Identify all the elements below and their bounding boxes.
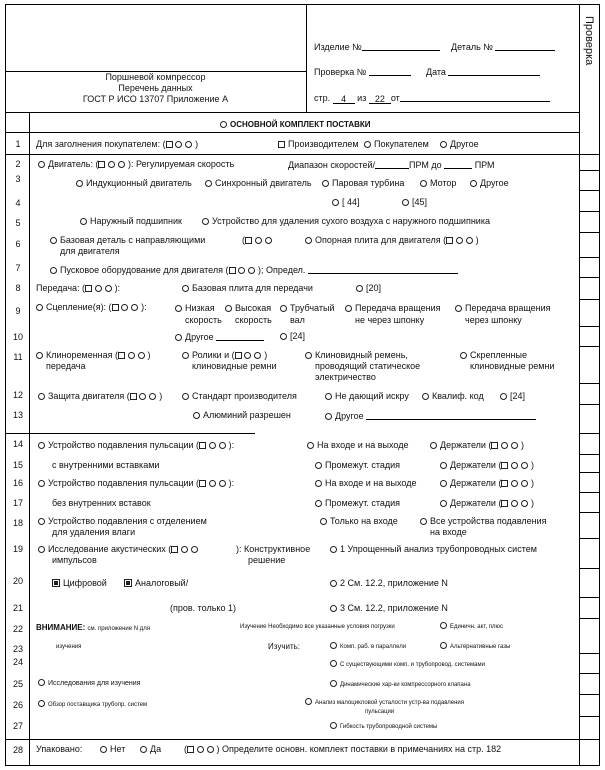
starter-equipment-field[interactable]: Пусковое оборудование для двигателя ( ); Определ.	[50, 264, 458, 275]
option-buyer[interactable]: Покупателем	[364, 139, 429, 149]
option-other-coupling[interactable]: Другое	[175, 331, 264, 342]
option-motor[interactable]: Мотор	[420, 178, 456, 188]
option-vendor-piping-review[interactable]: Обзор поставщика трубопр. систем	[38, 700, 147, 708]
option-outer-bearing[interactable]: Наружный подшипник	[80, 216, 182, 226]
detail-number-field[interactable]: Деталь №	[451, 41, 555, 52]
option-aluminium-allowed[interactable]: Алюминий разрешен	[193, 410, 291, 420]
option-all-devices-inlet[interactable]: Все устройства подавления на входе	[420, 516, 547, 538]
row-number: 28	[12, 745, 23, 755]
revision-column-label: Проверка	[583, 16, 595, 66]
check-only-one-note: (пров. только 1)	[170, 603, 236, 613]
row-number: 27	[12, 721, 23, 731]
option-analog[interactable]: Аналоговый/	[124, 578, 188, 588]
row-number: 26	[12, 700, 23, 710]
attention-note: ВНИМАНИЕ: см. приложение N для	[36, 623, 151, 632]
option-v-belt[interactable]: Клиноременная ( ) передача	[36, 350, 151, 372]
option-standard-manufacturer[interactable]: Стандарт производителя	[182, 391, 297, 401]
ref-45[interactable]: [45]	[402, 197, 427, 207]
guard-field[interactable]: Защита двигателя ( )	[38, 391, 162, 401]
option-pulleys[interactable]: Ролики и ( ) клиновидные ремни	[182, 350, 277, 372]
row-number: 25	[12, 679, 23, 689]
row-number: 9	[15, 306, 21, 316]
holders-selector[interactable]: Держатели ( )	[430, 440, 524, 450]
option-synchronous-motor[interactable]: Синхронный двигатель	[205, 178, 312, 188]
option-manufacturer[interactable]: Производителем	[278, 139, 359, 149]
option-other-material[interactable]: Другое	[325, 410, 536, 421]
row-number: 14	[12, 439, 23, 449]
option-piping-flexibility[interactable]: Гибкость трубопроводной системы	[330, 722, 437, 730]
row-number: 1	[15, 139, 21, 149]
option-induction-motor[interactable]: Индукционный двигатель	[76, 178, 192, 188]
option-low-speed[interactable]: Низкая скорость	[175, 302, 222, 326]
study-header: Изучить:	[268, 642, 301, 651]
option-alternative-gases[interactable]: Альтернативные газы	[440, 642, 510, 650]
holders-selector[interactable]: Держатели ( )	[440, 498, 534, 508]
option-intermediate-stage[interactable]: Промежут. стадия	[315, 498, 400, 508]
form-title: Поршневой компрессор Перечень данных ГОСТ Р ИСО 13707 Приложение А	[82, 72, 229, 104]
option-keyless-transmission[interactable]: Передача вращения не через шпонку	[345, 302, 441, 326]
option-valve-dynamics[interactable]: Динамические хар-ки компрессорного клапана	[330, 680, 471, 688]
study-label: изучения	[56, 644, 82, 650]
row-number: 16	[12, 478, 23, 488]
option-see-12-2-b[interactable]: 3 См. 12.2, приложение N	[330, 603, 448, 613]
row-number: 15	[12, 460, 23, 470]
option-inlet-outlet[interactable]: На входе и на выходе	[307, 440, 408, 450]
row-number: 5	[15, 218, 21, 228]
option-other-driver[interactable]: Другое	[470, 178, 509, 188]
revision-number-field[interactable]: Проверка №	[314, 66, 411, 77]
no-internals-label: без внутренних вставок	[52, 498, 151, 508]
row-number: 7	[15, 263, 21, 273]
option-spark-free[interactable]: Не дающий искру	[325, 391, 409, 401]
internals-label: с внутренними вставками	[52, 460, 160, 470]
date-field[interactable]: Дата	[426, 66, 540, 77]
pulsation-device-field[interactable]: Устройство подавления пульсации ( ):	[38, 440, 234, 450]
option-static-belt[interactable]: Клиновидный ремень, проводящий статическое электричество	[305, 350, 420, 383]
row-number: 22	[12, 624, 23, 634]
row-number: 18	[12, 518, 23, 528]
holders-selector[interactable]: Держатели ( )	[440, 478, 534, 488]
row-number: 8	[15, 283, 21, 293]
option-tubular-shaft[interactable]: Трубчатый вал	[280, 302, 334, 326]
row-number: 17	[12, 498, 23, 508]
option-studies[interactable]: Исследования для изучения	[38, 679, 140, 687]
row-number: 24	[12, 657, 23, 667]
row-number: 12	[12, 390, 23, 400]
option-steam-turbine[interactable]: Паровая турбина	[322, 178, 404, 188]
option-existing-systems[interactable]: С существующими комп. и трубопровод. системами	[330, 660, 485, 668]
row-number: 19	[12, 544, 23, 554]
option-intermediate-stage[interactable]: Промежут. стадия	[315, 460, 400, 470]
ref-20[interactable]: [20]	[356, 283, 381, 293]
row-number: 11	[13, 352, 23, 362]
option-guide-base[interactable]: Базовая деталь с направляющими для двигателя	[50, 235, 205, 257]
load-conditions-note: Изучение Необходимо все указанные условия погрузки	[240, 624, 395, 630]
coupling-field[interactable]: Сцепление(я): ( ):	[36, 302, 147, 312]
acoustic-study-field[interactable]: Исследование акустических ( импульсов	[38, 544, 201, 566]
holders-selector[interactable]: Держатели ( )	[440, 460, 534, 470]
option-other[interactable]: Другое	[440, 139, 479, 149]
option-base-plate[interactable]: Опорная плита для двигателя ( )	[305, 235, 479, 245]
row-number: 2	[15, 159, 21, 169]
option-digital[interactable]: Цифровой	[52, 578, 107, 588]
packaged-label: Упаковано:	[36, 744, 83, 754]
option-see-12-2-a[interactable]: 2 См. 12.2, приложение N	[330, 578, 448, 588]
option-high-speed[interactable]: Высокая скорость	[225, 302, 272, 326]
ref-24[interactable]: [24]	[280, 331, 305, 341]
option-inlet-only[interactable]: Только на входе	[320, 516, 398, 526]
option-banded-belts[interactable]: Скрепленные клиновидные ремни	[460, 350, 555, 372]
pulsation-device-field[interactable]: Устройство подавления пульсации ( ):	[38, 478, 234, 488]
item-number-field[interactable]: Изделие №	[314, 41, 440, 52]
speed-range-field[interactable]: Диапазон скоростей/ ПРМ до ПРМ	[288, 160, 495, 170]
ref-44[interactable]: [ 44]	[332, 197, 360, 207]
option-keyed-transmission[interactable]: Передача вращения через шпонку	[455, 302, 551, 326]
row-number: 10	[12, 332, 23, 342]
driver-field[interactable]: Двигатель: ( ): Регулируемая скорость	[38, 159, 234, 169]
row-number: 13	[12, 410, 23, 420]
option-parallel-compressors[interactable]: Комп. раб. в параллели	[330, 642, 406, 650]
option-moisture-separator[interactable]: Устройство подавления с отделением для удаления влаги	[38, 516, 207, 538]
row-number: 23	[12, 644, 23, 654]
ref-24b[interactable]: [24]	[500, 391, 525, 401]
option-fatigue-analysis[interactable]: Анализ малоцикловой усталости устр-ва подавления пульсации	[305, 698, 464, 717]
option-inlet-outlet[interactable]: На входе и на выходе	[315, 478, 416, 488]
option-single-act[interactable]: Единичн. акт, плюс	[440, 622, 503, 630]
row-number: 20	[12, 576, 23, 586]
guide-base-selector[interactable]: (	[242, 235, 275, 245]
row-number: 4	[15, 198, 21, 208]
section-title: ОСНОВНОЙ КОМПЛЕКТ ПОСТАВКИ	[220, 120, 371, 129]
option-yes[interactable]: Да	[140, 744, 161, 754]
row-number: 6	[15, 239, 21, 249]
page-indicator: стр. 4 из 22 от	[314, 92, 550, 104]
option-air-dryer[interactable]: Устройство для удаления сухого воздуха с наружного подшипника	[202, 216, 490, 226]
buyer-fill-label: Для заголнения покупателем: ( )	[36, 139, 199, 149]
row-number: 21	[12, 603, 23, 613]
design-solution-label: ): Конструктивное решение	[236, 544, 311, 565]
option-no[interactable]: Нет	[100, 744, 125, 754]
option-gear-base-plate[interactable]: Базовая плита для передачи	[182, 283, 313, 293]
row-number: 3	[15, 174, 21, 184]
option-simplified-analysis[interactable]: 1 Упрощенный анализ трубопроводных систем	[330, 544, 537, 554]
qual-code-field[interactable]: Квалиф. код	[422, 391, 484, 401]
scope-note: ( ) Определите основн. комплект поставки в примечаниях на стр. 182	[184, 744, 502, 754]
transmission-field[interactable]: Передача: ( ):	[36, 283, 121, 293]
